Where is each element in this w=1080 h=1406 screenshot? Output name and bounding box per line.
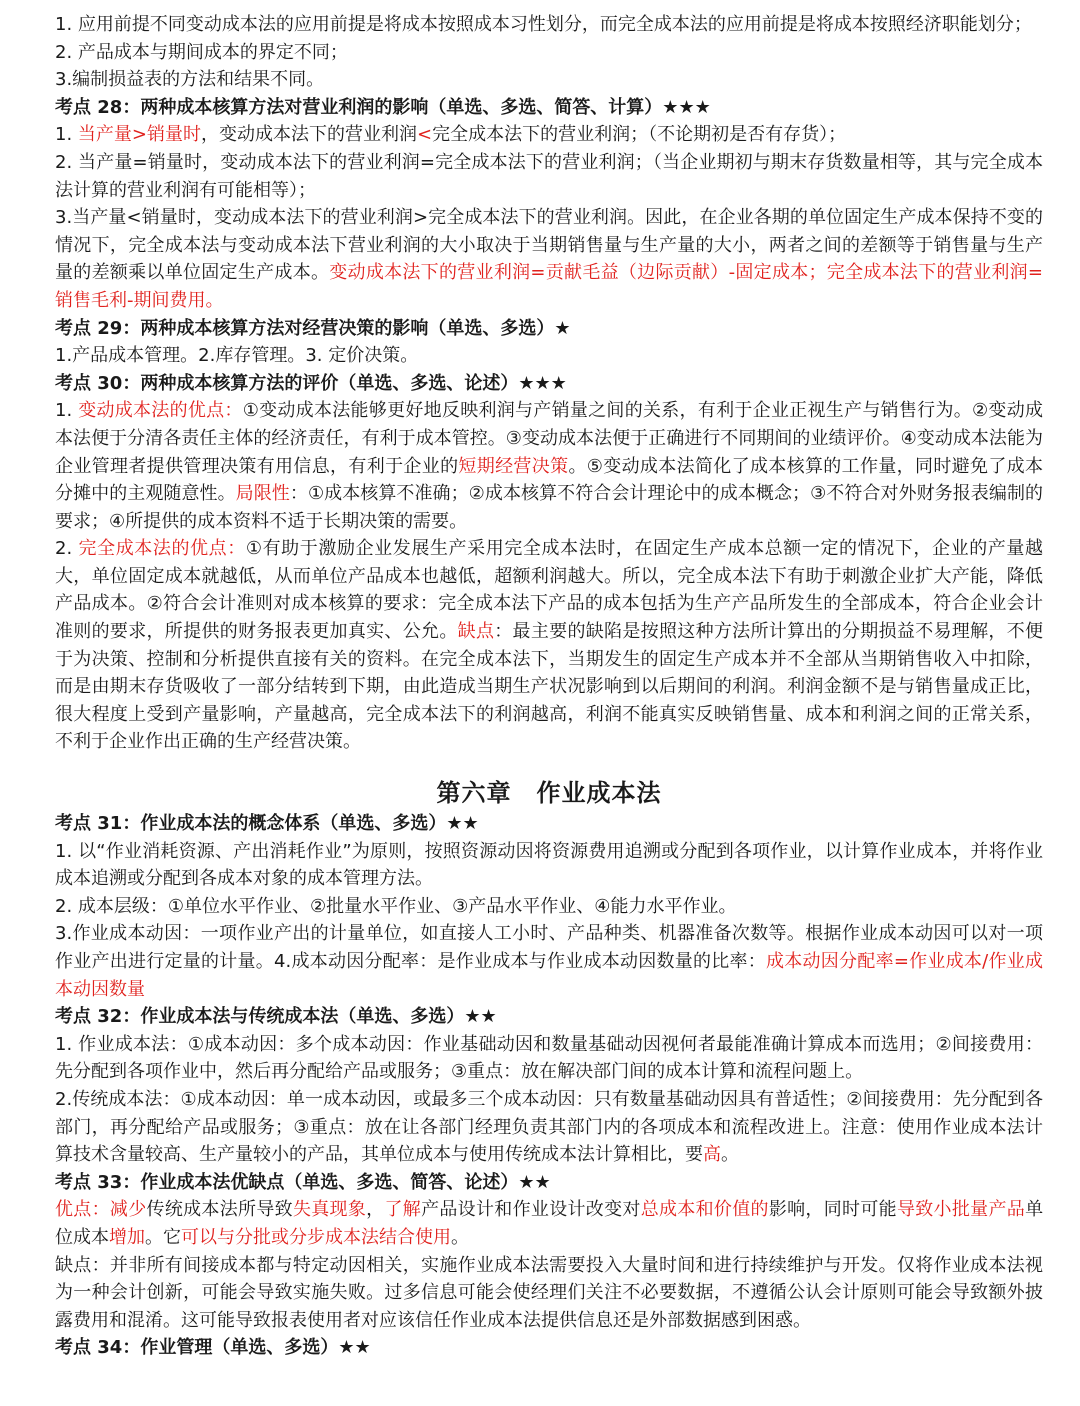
text-run: 考点 34：作业管理（单选、多选）★★: [55, 1337, 371, 1359]
text-run: 3.编制损益表的方法和结果不同。: [55, 69, 325, 91]
highlighted-text: 总成本和价值的: [640, 1199, 769, 1221]
paragraph: [55, 342, 1043, 370]
text-run: 第六章 作业成本法: [436, 779, 662, 808]
text-run: 1. 以“作业消耗资源、产出消耗作业”为原则，按照资源动因将资源费用追溯或分配到各项作业，以计算作业成本，并将作业成本追溯或分配到各成本对象的成本管理方法。: [55, 840, 1043, 890]
paragraph: [55, 1031, 1043, 1086]
text-run: 考点 31：作业成本法的概念体系（单选、多选）★★: [55, 813, 479, 835]
text-run: 单位成本: [55, 1199, 1044, 1248]
paragraph: [55, 535, 1043, 756]
paragraph: [55, 838, 1043, 893]
text-run: 影响，同时可能: [768, 1199, 897, 1221]
text-run: 考点 32：作业成本法与传统成本法（单选、多选）★★: [55, 1006, 497, 1028]
highlighted-text: 高: [703, 1144, 721, 1166]
highlighted-text: 成本动因分配率=作业成本/作业成本动因数量: [55, 951, 1043, 1000]
highlighted-text: 优点：减少: [55, 1199, 147, 1221]
text-run: 2. 当产量=销量时，变动成本法下的营业利润=完全成本法下的营业利润；（当企业期初与期末存货数量相等，其与完全成本法计算的营业利润有可能相等）；: [55, 151, 1043, 201]
text-run: 产品设计和作业设计改变对: [421, 1199, 641, 1221]
text-run: 1.: [55, 124, 78, 146]
paragraph: [55, 1252, 1043, 1335]
chapter-title: [55, 778, 1043, 808]
section-heading: [55, 1169, 1043, 1197]
paragraph: [55, 920, 1043, 1003]
text-run: 1.: [55, 400, 79, 422]
text-run: ①有助于激励企业发展生产采用完全成本法时，在固定生产成本总额一定的情况下，企业的产量越大，单位固定成本就越低，从而单位产品成本也越低，超额利润越大。所以，完全成本法下有助于刺激企业扩大产能，降低产品成本。②符合会计准则对成本核算的要求：完全成本法下产品的成本包括为生产产品所发生的全部成本，符合企业会计准则的要求，所提供的财务报表更加真实、公允。: [55, 538, 1043, 643]
paragraph: [55, 1196, 1043, 1251]
text-run: 缺点：并非所有间接成本都与特定动因相关，实施作业成本法需要投入大量时间和进行持续维护与开发。仅将作业成本法视为一种会计创新，可能会导致实施失败。过多信息可能会使经理们关注不必要数据，不遵循公认会计原则可能会导致额外披露费用和混淆。这可能导致报表使用者对应该信任作业成本法提供信息还是外部数据感到困惑。: [55, 1254, 1043, 1331]
text-run: 考点 29：两种成本核算方法对经营决策的影响（单选、多选）★: [55, 317, 571, 339]
text-run: ①变动成本法能够更好地反映利润与产销量之间的关系，有利于企业正视生产与销售行为。②变动成本法便于分清各责任主体的经济责任，有利于成本管控。③变动成本法便于正确进行不同期间的业绩评价。④变动成本法能为企业管理者提供管理决策有用信息，有利于企业的: [55, 400, 1043, 477]
text-run: 2.传统成本法：①成本动因：单一成本动因，或最多三个成本动因：只有数量基础动因具有普适性；②间接费用：先分配到各部门，再分配给产品或服务；③重点：放在让各部门经理负责其部门内的各项成本和流程改进上。注意：使用作业成本法计算技术含量较高、生产量较小的产品，其单位成本与使用传统成本法计算相比，要: [55, 1088, 1043, 1166]
paragraph: [55, 11, 1043, 39]
section-heading: [55, 1334, 1043, 1362]
highlighted-text: 当产量>销量时: [77, 124, 201, 146]
text-run: 考点 30：两种成本核算方法的评价（单选、多选、论述）★★★: [55, 372, 567, 394]
text-run: 。它: [145, 1226, 181, 1248]
highlighted-text: 局限性: [235, 483, 290, 505]
highlighted-text: <: [417, 124, 433, 146]
text-run: 1. 作业成本法：①成本动因：多个成本动因：作业基础动因和数量基础动因视何者最能准确计算成本而选用；②间接费用：先分配到各项作业中，然后再分配给产品或服务；③重点：放在解决部门间的成本计算和流程问题上。: [55, 1033, 1043, 1083]
text-run: 。: [721, 1144, 739, 1166]
text-run: 1. 应用前提不同变动成本法的应用前提是将成本按照成本习性划分，而完全成本法的应用前提是将成本按照经济职能划分；: [55, 14, 1032, 35]
highlighted-text: 了解: [384, 1199, 422, 1221]
text-run: 2.: [55, 538, 79, 560]
paragraph: [55, 66, 1043, 94]
text-run: ，: [366, 1199, 385, 1221]
section-heading: [55, 94, 1043, 122]
text-run: 传统成本法所导致: [146, 1199, 293, 1221]
text-run: 考点 28：两种成本核算方法对营业利润的影响（单选、多选、简答、计算）★★★: [55, 96, 711, 118]
section-heading: [55, 315, 1043, 343]
section-heading: [55, 370, 1043, 398]
text-run: 考点 33：作业成本法优缺点（单选、多选、简答、论述）★★: [55, 1171, 551, 1193]
highlighted-text: 导致小批量产品: [896, 1199, 1026, 1221]
text-run: 1.产品成本管理。2.库存管理。3. 定价决策。: [55, 345, 419, 367]
section-heading: [55, 1003, 1043, 1031]
text-run: 。: [451, 1226, 469, 1248]
text-run: 。⑤变动成本法简化了成本核算的工作量，同时避免了成本分摊中的主观随意性。: [55, 455, 1044, 505]
highlighted-text: 可以与分批或分步成本法结合使用: [181, 1226, 451, 1248]
text-run: ：①成本核算不准确；②成本核算不符合会计理论中的成本概念；③不符合对外财务报表编制的要求；④所提供的成本资料不适于长期决策的需要。: [55, 483, 1044, 532]
paragraph: [55, 204, 1043, 314]
text-run: ，变动成本法下的营业利润: [201, 124, 417, 146]
paragraph: [55, 39, 1043, 67]
highlighted-text: 缺点: [457, 621, 495, 643]
paragraph: [55, 397, 1043, 535]
document-body: [55, 11, 1043, 1362]
text-run: 3.作业成本动因：一项作业产出的计量单位，如直接人工小时、产品种类、机器准备次数等。根据作业成本动因可以对一项作业产出进行定量的计量。4.成本动因分配率：是作业成本与作业成本动因数量的比率：: [55, 923, 1043, 972]
highlighted-text: 完全成本法的优点：: [78, 538, 246, 560]
paragraph: [55, 1086, 1043, 1169]
highlighted-text: 变动成本法的优点：: [78, 400, 243, 422]
highlighted-text: 短期经营决策: [458, 455, 569, 477]
paragraph: [55, 149, 1043, 204]
highlighted-text: 失真现象: [292, 1199, 367, 1221]
paragraph: [55, 121, 1043, 149]
text-run: 2. 成本层级：①单位水平作业、②批量水平作业、③产品水平作业、④能力水平作业。: [55, 895, 737, 917]
text-run: 3.当产量<销量时，变动成本法下的营业利润>完全成本法下的营业利润。因此，在企业各期的单位固定生产成本保持不变的情况下，完全成本法与变动成本法下营业利润的大小取决于当期销售量与生产量的大小，两者之间的差额等于销售量与生产量的差额乘以单位固定生产成本。: [55, 207, 1043, 284]
text-run: 完全成本法下的营业利润；（不论期初是否有存货）；: [432, 124, 847, 146]
text-run: 2. 产品成本与期间成本的界定不同；: [55, 41, 348, 63]
paragraph: [55, 893, 1043, 921]
section-heading: [55, 810, 1043, 838]
highlighted-text: 增加: [109, 1226, 145, 1248]
text-run: ：最主要的缺陷是按照这种方法所计算出的分期损益不易理解，不便于为决策、控制和分析提供直接有关的资料。在完全成本法下，当期发生的固定生产成本并不全部从当期销售收入中扣除，而是由期末存货吸收了一部分结转到下期，由此造成当期生产状况影响到以后期间的利润。利润金额不是与销售量成正比，很大程度上受到产量影响，产量越高，完全成本法下的利润越高，利润不能真实反映销售量、成本和利润之间的正常关系，不利于企业作出正确的生产经营决策。: [55, 621, 1044, 753]
highlighted-text: 变动成本法下的营业利润=贡献毛益（边际贡献）-固定成本；完全成本法下的营业利润=销售毛利-期间费用。: [55, 262, 1044, 311]
